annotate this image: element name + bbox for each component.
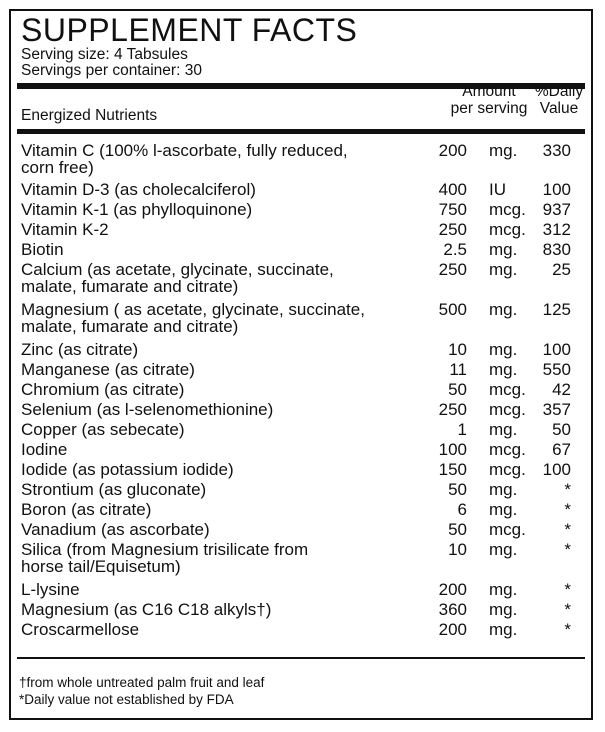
nutrient-unit: mg.	[489, 300, 518, 319]
nutrient-name: Copper (as sebecate)	[21, 420, 185, 439]
nutrient-name: Vitamin K-1 (as phylloquinone)	[21, 200, 253, 219]
nutrient-name: Vitamin K-2	[21, 220, 109, 239]
nutrient-name: Boron (as citrate)	[21, 500, 152, 519]
nutrient-daily-value: 312	[542, 220, 571, 239]
nutrient-amount: 11	[449, 360, 467, 379]
nutrient-unit: mg.	[489, 620, 518, 639]
nutrient-amount: 400	[438, 180, 467, 199]
nutrient-amount: 50	[448, 380, 467, 399]
footnote-asterisk: *Daily value not established by FDA	[19, 692, 234, 707]
nutrient-amount: 1	[457, 420, 467, 439]
header-divider	[17, 129, 585, 134]
nutrient-name: Iodide (as potassium iodide)	[21, 460, 234, 479]
nutrient-name: Silica (from Magnesium trisilicate from horse tail/Equisetum)	[21, 540, 309, 576]
nutrient-amount: 250	[438, 400, 467, 419]
nutrient-amount: 200	[438, 580, 467, 599]
nutrient-name: Croscarmellose	[21, 620, 140, 639]
nutrient-unit: mg.	[489, 480, 518, 499]
nutrient-name: Magnesium (as C16 C18 alkyls†)	[21, 600, 272, 619]
nutrient-amount: 750	[438, 200, 467, 219]
nutrient-amount: 50	[448, 480, 467, 499]
nutrient-unit: mg.	[489, 500, 518, 519]
nutrient-name: Zinc (as citrate)	[21, 340, 139, 359]
supplement-facts-panel	[9, 9, 593, 720]
nutrient-daily-value: *	[564, 500, 571, 519]
nutrient-unit: mg.	[489, 141, 518, 160]
nutrient-unit: mg.	[489, 420, 518, 439]
nutrient-unit: mcg.	[489, 200, 526, 219]
nutrient-daily-value: 50	[552, 420, 571, 439]
nutrient-unit: mcg.	[489, 440, 526, 459]
nutrient-daily-value: 830	[542, 240, 571, 259]
nutrient-daily-value: 67	[552, 440, 571, 459]
nutrient-daily-value: 100	[542, 340, 571, 359]
nutrient-unit: mg.	[489, 260, 518, 279]
nutrient-name: Magnesium ( as acetate, glycinate, succinate, malate, fumarate and citrate)	[21, 300, 365, 336]
nutrient-daily-value: *	[564, 480, 571, 499]
nutrient-amount: 200	[438, 620, 467, 639]
amount-header-line2: per serving	[450, 100, 528, 117]
nutrient-name: Vitamin D-3 (as cholecalciferol)	[21, 180, 256, 199]
label-title: SUPPLEMENT FACTS	[21, 12, 358, 48]
nutrient-daily-value: *	[564, 620, 571, 639]
nutrient-amount: 100	[438, 440, 467, 459]
daily-value-header-line1: %Daily	[534, 83, 584, 100]
nutrient-name: Chromium (as citrate)	[21, 380, 185, 399]
nutrient-daily-value: 550	[542, 360, 571, 379]
amount-header-line1: Amount	[462, 83, 516, 100]
nutrient-name: L-lysine	[21, 580, 80, 599]
nutrient-daily-value: *	[564, 580, 571, 599]
nutrient-amount: 150	[438, 460, 467, 479]
nutrient-name: Manganese (as citrate)	[21, 360, 195, 379]
nutrient-amount: 6	[457, 500, 467, 519]
nutrient-daily-value: *	[564, 600, 571, 619]
nutrients-column-header: Energized Nutrients	[21, 107, 158, 124]
footer-divider	[17, 657, 585, 659]
nutrient-unit: mg.	[489, 600, 518, 619]
nutrient-amount: 250	[438, 260, 467, 279]
nutrient-unit: mcg.	[489, 400, 526, 419]
nutrient-amount: 500	[438, 300, 467, 319]
nutrient-unit: mg.	[489, 360, 518, 379]
nutrient-name: Iodine	[21, 440, 68, 459]
nutrient-daily-value: 42	[552, 380, 571, 399]
nutrient-name: Calcium (as acetate, glycinate, succinate, malate, fumarate and citrate)	[21, 260, 334, 296]
nutrient-amount: 250	[438, 220, 467, 239]
nutrient-amount: 10	[448, 340, 467, 359]
servings-per-container: Servings per container: 30	[21, 62, 202, 79]
nutrient-amount: 2.5	[443, 240, 467, 259]
footnote-dagger: †from whole untreated palm fruit and leaf	[19, 675, 265, 690]
nutrient-amount: 360	[438, 600, 467, 619]
nutrient-unit: mcg.	[489, 380, 526, 399]
nutrient-name: Vitamin C (100% l-ascorbate, fully reduced, corn free)	[21, 141, 348, 177]
nutrient-unit: mcg.	[489, 220, 526, 239]
nutrient-daily-value: 125	[542, 300, 571, 319]
nutrient-unit: mg.	[489, 340, 518, 359]
nutrient-daily-value: 100	[542, 460, 571, 479]
nutrient-unit: mg.	[489, 580, 518, 599]
nutrient-daily-value: 937	[542, 200, 571, 219]
nutrient-daily-value: 330	[542, 141, 571, 160]
nutrient-name: Strontium (as gluconate)	[21, 480, 207, 499]
nutrient-unit: mg.	[489, 240, 518, 259]
nutrient-unit: mg.	[489, 540, 518, 559]
nutrient-name: Selenium (as l-selenomethionine)	[21, 400, 274, 419]
nutrient-unit: mcg.	[489, 460, 526, 479]
nutrient-amount: 10	[448, 540, 467, 559]
nutrient-unit: IU	[489, 180, 506, 199]
serving-size: Serving size: 4 Tabsules	[21, 46, 188, 63]
nutrient-name: Vanadium (as ascorbate)	[21, 520, 210, 539]
nutrient-daily-value: *	[564, 520, 571, 539]
nutrient-amount: 200	[438, 141, 467, 160]
daily-value-header-line2: Value	[539, 100, 579, 117]
nutrient-daily-value: *	[564, 540, 571, 559]
nutrient-unit: mcg.	[489, 520, 526, 539]
nutrient-daily-value: 100	[542, 180, 571, 199]
nutrient-amount: 50	[448, 520, 467, 539]
nutrient-name: Biotin	[21, 240, 64, 259]
nutrient-daily-value: 357	[542, 400, 571, 419]
nutrient-daily-value: 25	[552, 260, 571, 279]
